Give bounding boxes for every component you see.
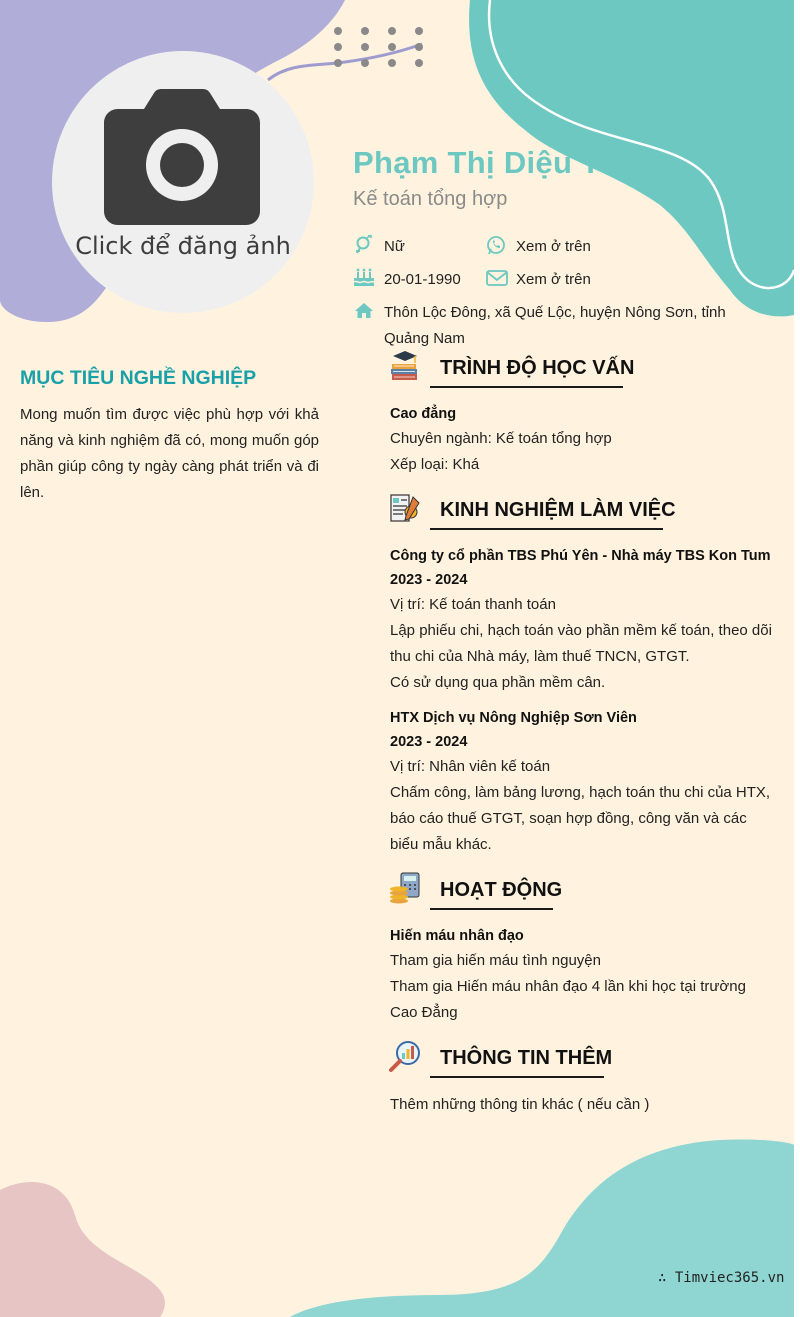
experience-icon bbox=[389, 492, 421, 524]
job-1-desc-line-3: Có sử dụng qua phần mềm cân. bbox=[390, 674, 606, 691]
pink-blob bbox=[0, 1182, 165, 1317]
address-line-1: Thôn Lộc Đông, xã Quế Lộc, huyện Nông Sơn, tỉnh bbox=[384, 304, 726, 321]
activity-line-2: Tham gia Hiến máu nhân đạo 4 lần khi học tại trường bbox=[390, 978, 746, 995]
extra-info-title: THÔNG TIN THÊM bbox=[440, 1047, 613, 1069]
email-icon bbox=[486, 270, 508, 286]
phone-value[interactable]: Xem ở trên bbox=[516, 238, 591, 255]
activities-underline bbox=[430, 908, 553, 910]
education-grade: Xếp loại: Khá bbox=[390, 456, 480, 473]
education-icon bbox=[389, 350, 421, 382]
activity-line-3: Cao Đẳng bbox=[390, 1004, 458, 1021]
job-2-desc-line-1: Chấm công, làm bảng lương, hạch toán thu chi của HTX, bbox=[390, 784, 771, 801]
extra-info-text: Thêm những thông tin khác ( nếu cần ) bbox=[390, 1096, 650, 1113]
bottom-teal-blob bbox=[290, 1139, 794, 1317]
job-2-period: 2023 - 2024 bbox=[390, 734, 468, 750]
camera-icon bbox=[104, 89, 260, 225]
birthday-value: 20-01-1990 bbox=[384, 271, 461, 288]
activity-icon bbox=[389, 872, 421, 904]
birthday-icon bbox=[353, 268, 375, 288]
watermark: ∴ Timviec365.vn bbox=[658, 1270, 785, 1286]
photo-upload-label: Click để đăng ảnh bbox=[75, 232, 291, 260]
extra-info-underline bbox=[430, 1076, 604, 1078]
photo-upload[interactable] bbox=[52, 51, 314, 313]
job-2-desc-line-2: báo cáo thuế GTGT, soạn hợp đồng, công văn và các bbox=[390, 810, 747, 827]
job-1-period: 2023 - 2024 bbox=[390, 572, 468, 588]
job-2-desc-line-3: biểu mẫu khác. bbox=[390, 836, 492, 853]
address-line-2: Quảng Nam bbox=[384, 330, 465, 347]
email-value[interactable]: Xem ở trên bbox=[516, 271, 591, 288]
education-underline bbox=[430, 386, 623, 388]
objective-title: MỤC TIÊU NGHỀ NGHIỆP bbox=[20, 367, 257, 389]
education-major: Chuyên ngành: Kế toán tổng hợp bbox=[390, 430, 612, 447]
job-1-desc-line-2: thu chi của Nhà máy, làm thuế TNCN, GTGT. bbox=[390, 648, 690, 665]
gender-icon bbox=[354, 235, 374, 255]
education-title: TRÌNH ĐỘ HỌC VẤN bbox=[440, 357, 635, 379]
experience-title: KINH NGHIỆM LÀM VIỆC bbox=[440, 499, 676, 521]
job-1-position: Vị trí: Kế toán thanh toán bbox=[390, 596, 556, 613]
objective-text: Mong muốn tìm được việc phù hợp với khả năng và kinh nghiệm đã có, mong muốn góp phần giúp công ty ngày càng phát triển và đi lên. bbox=[20, 406, 319, 501]
phone-icon bbox=[486, 235, 506, 255]
education-degree: Cao đẳng bbox=[390, 406, 457, 422]
job-1-company: Công ty cổ phần TBS Phú Yên - Nhà máy TBS Kon Tum bbox=[390, 548, 771, 564]
job-1-desc-line-1: Lập phiếu chi, hạch toán vào phần mềm kế toán, theo dõi bbox=[390, 622, 772, 639]
home-icon bbox=[354, 302, 374, 319]
gender-value: Nữ bbox=[384, 238, 405, 255]
job-title: Kế toán tổng hợp bbox=[353, 188, 508, 210]
activity-line-1: Tham gia hiến máu tình nguyện bbox=[390, 952, 601, 969]
candidate-name: Phạm Thị Diệu Thủy bbox=[353, 145, 657, 180]
experience-underline bbox=[430, 528, 663, 530]
job-2-position: Vị trí: Nhân viên kế toán bbox=[390, 758, 551, 775]
activity-name: Hiến máu nhân đạo bbox=[390, 928, 524, 944]
job-2-company: HTX Dịch vụ Nông Nghiệp Sơn Viên bbox=[390, 710, 637, 726]
extra-info-icon bbox=[389, 1040, 421, 1072]
activities-title: HOẠT ĐỘNG bbox=[440, 879, 563, 901]
